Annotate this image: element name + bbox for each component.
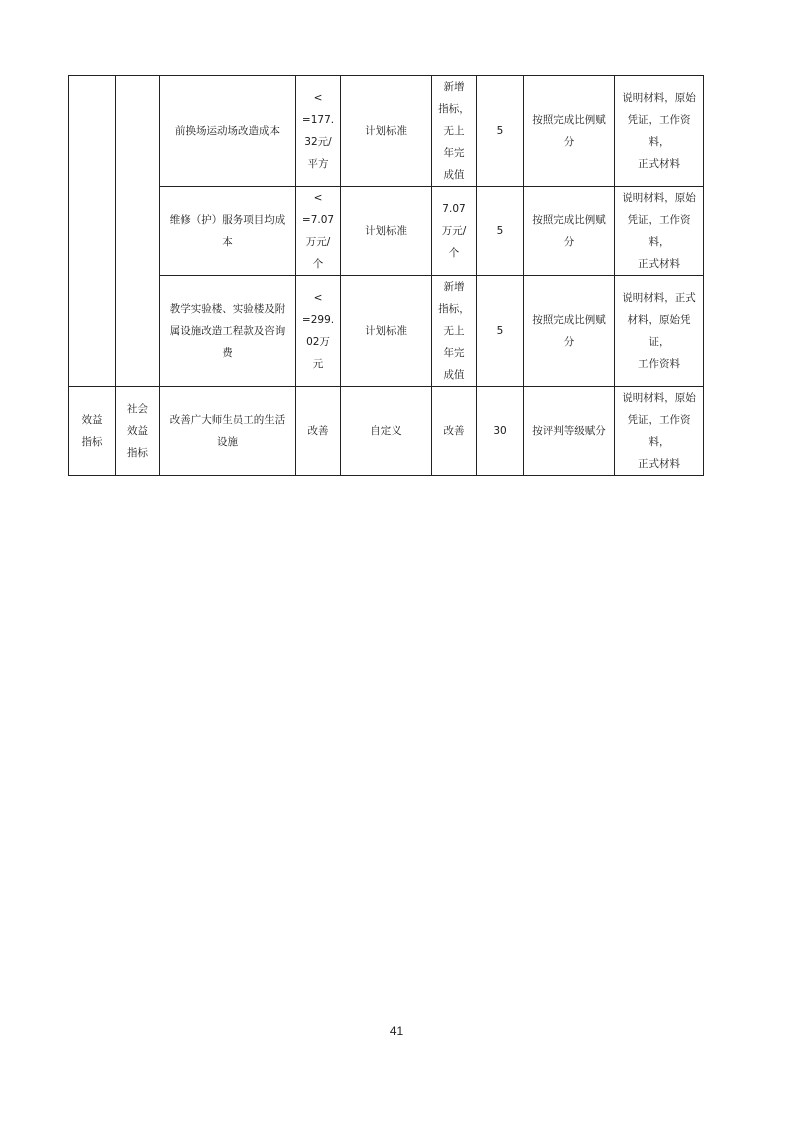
evidence-cell: 说明材料，正式 材料，原始凭证， 工作资料: [615, 276, 704, 387]
standard-cell: 计划标准: [341, 187, 432, 276]
weight-cell: 5: [477, 76, 524, 187]
indicator-name-cell: 教学实验楼、实验楼及附 属设施改造工程款及咨询 费: [160, 276, 296, 387]
scoring-method-cell: 按照完成比例赋 分: [524, 276, 615, 387]
scoring-method-cell: 按照完成比例赋 分: [524, 76, 615, 187]
scoring-method-cell: 按评判等级赋分: [524, 387, 615, 476]
level2-indicator-cell: 社会 效益 指标: [116, 387, 160, 476]
indicator-value-cell: 改善: [296, 387, 341, 476]
standard-cell: 计划标准: [341, 76, 432, 187]
evidence-cell: 说明材料，原始 凭证，工作资料， 正式材料: [615, 76, 704, 187]
evidence-cell: 说明材料，原始 凭证，工作资料， 正式材料: [615, 187, 704, 276]
weight-cell: 5: [477, 187, 524, 276]
scoring-method-cell: 按照完成比例赋 分: [524, 187, 615, 276]
table-row: [69, 387, 704, 476]
history-value-cell: 改善: [432, 387, 477, 476]
weight-cell: 30: [477, 387, 524, 476]
performance-indicator-table: [68, 75, 704, 476]
weight-cell: 5: [477, 276, 524, 387]
level1-indicator-cell: 效益 指标: [69, 387, 116, 476]
table-row: [69, 276, 704, 387]
indicator-name-cell: 改善广大师生员工的生活 设施: [160, 387, 296, 476]
table-row: [69, 187, 704, 276]
history-value-cell: 新增 指标， 无上 年完 成值: [432, 76, 477, 187]
history-value-cell: 7.07 万元/ 个: [432, 187, 477, 276]
standard-cell: 计划标准: [341, 276, 432, 387]
indicator-value-cell: < =299. 02万 元: [296, 276, 341, 387]
evidence-cell: 说明材料，原始 凭证，工作资料， 正式材料: [615, 387, 704, 476]
level2-cell-empty: [116, 76, 160, 387]
indicator-name-cell: 维修（护）服务项目均成 本: [160, 187, 296, 276]
indicator-value-cell: < =177. 32元/ 平方: [296, 76, 341, 187]
history-value-cell: 新增 指标， 无上 年完 成值: [432, 276, 477, 387]
level1-cell-empty: [69, 76, 116, 387]
table-row: [69, 76, 704, 187]
standard-cell: 自定义: [341, 387, 432, 476]
page-number: 41: [389, 1024, 404, 1038]
indicator-value-cell: < =7.07 万元/ 个: [296, 187, 341, 276]
indicator-name-cell: 前换场运动场改造成本: [160, 76, 296, 187]
